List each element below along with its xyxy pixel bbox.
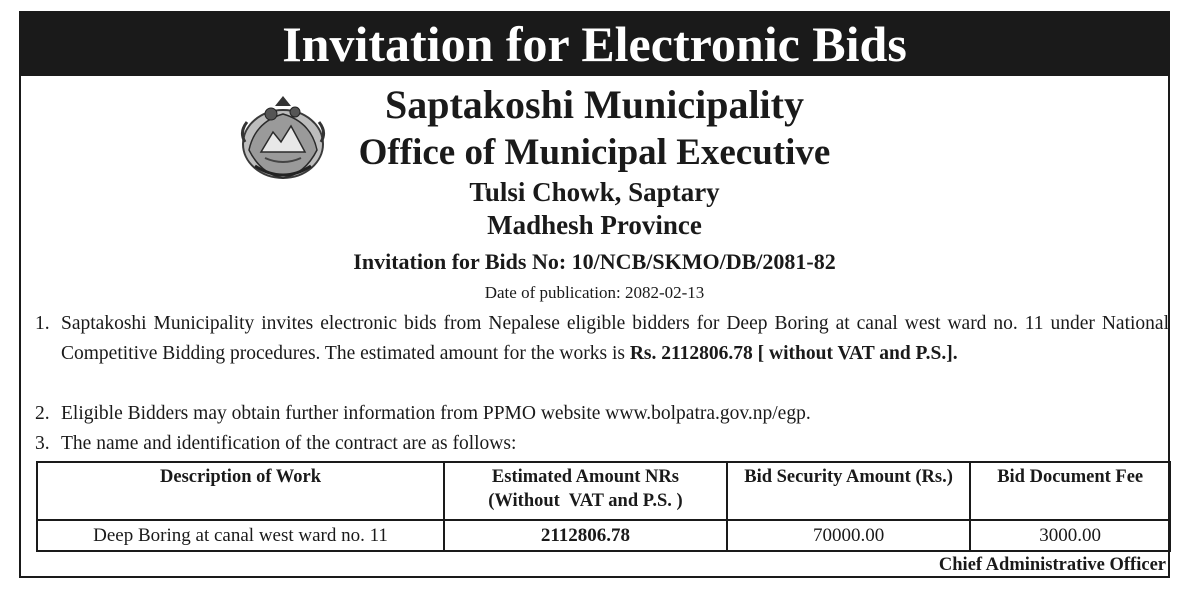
publication-date: Date of publication: 2082-02-13: [484, 283, 705, 302]
office-address: Tulsi Chowk, Saptary: [469, 177, 720, 207]
list-item-text: Eligible Bidders may obtain further information from PPMO website www.bolpatra.gov.np/egp.: [61, 403, 811, 424]
province-name: Madhesh Province: [487, 210, 702, 240]
list-item-number: 3.: [35, 433, 50, 454]
list-item: [35, 399, 1169, 429]
header-description: Description of Work: [37, 462, 444, 520]
list-item-text: [61, 309, 1169, 369]
list-item-number: 2.: [35, 403, 50, 424]
contract-table: [36, 461, 1171, 552]
header-document-fee: Bid Document Fee: [970, 462, 1170, 520]
header-estimated-amount-line2: (Without VAT and P.S. ): [488, 491, 683, 511]
list-item-text: The name and identification of the contract are as follows:: [61, 433, 517, 454]
signoff-title: Chief Administrative Officer: [938, 555, 1166, 575]
list-item-number: 1.: [35, 313, 50, 334]
cell-estimated-amount: 2112806.78: [444, 520, 727, 551]
header-estimated-amount-line1: Estimated Amount NRs: [491, 467, 679, 487]
office-name: Office of Municipal Executive: [358, 132, 831, 173]
header-estimated-amount: [444, 462, 727, 520]
cell-bid-security: 70000.00: [727, 520, 971, 551]
notice-banner: Invitation for Electronic Bids: [21, 13, 1168, 76]
cell-document-fee: 3000.00: [970, 520, 1170, 551]
table-row: [37, 520, 1170, 551]
municipality-name: Saptakoshi Municipality: [384, 82, 804, 127]
table-header-row: [37, 462, 1170, 520]
header-bid-security: Bid Security Amount (Rs.): [727, 462, 971, 520]
item-body: Saptakoshi Municipality invites electronic bids from Nepalese eligible bidders for Deep Boring at canal west ward no. 11 under National Competitive Bidding procedures. The estimated amount for the works is: [61, 313, 1169, 364]
notice-frame: [19, 11, 1170, 578]
cell-description: Deep Boring at canal west ward no. 11: [37, 520, 444, 551]
estimated-amount-highlight: Rs. 2112806.78 [ without VAT and P.S.].: [629, 343, 958, 364]
list-item: [35, 309, 1169, 369]
ifb-number: Invitation for Bids No: 10/NCB/SKMO/DB/2081-82: [353, 249, 836, 274]
list-item: [35, 429, 1169, 459]
